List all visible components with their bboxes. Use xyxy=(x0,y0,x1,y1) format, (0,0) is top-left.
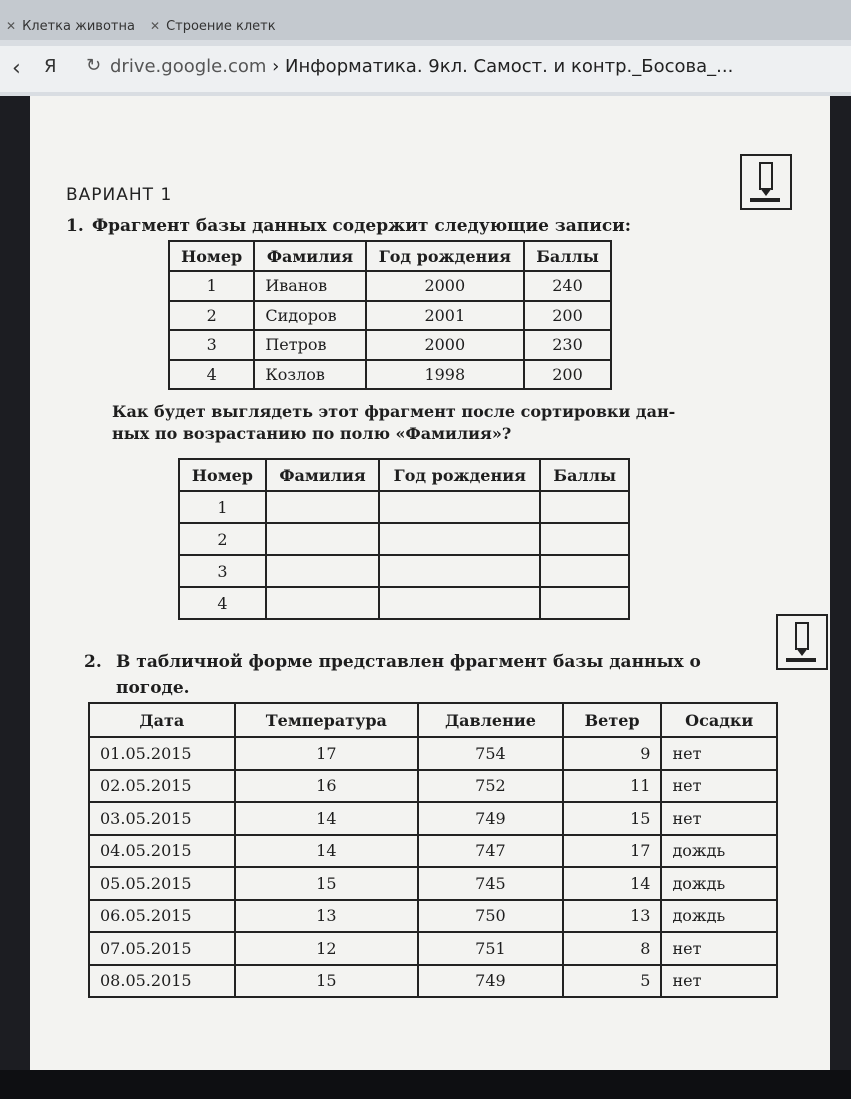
yandex-logo[interactable]: Я xyxy=(44,56,57,77)
table-cell: 11 xyxy=(563,770,662,803)
table-cell: 12 xyxy=(235,932,418,965)
task2-title-line1: В табличной форме представлен фрагмент базы данных о xyxy=(116,652,701,672)
table-cell: 02.05.2015 xyxy=(89,770,235,803)
table-row xyxy=(169,271,611,301)
pencil-icon xyxy=(776,614,828,670)
table-cell: 2001 xyxy=(366,301,524,331)
empty-cell[interactable] xyxy=(266,587,379,619)
table-cell: дождь xyxy=(661,900,777,933)
table-cell: 9 xyxy=(563,737,662,770)
table-row xyxy=(89,965,777,998)
table-row xyxy=(179,555,629,587)
table-cell: 06.05.2015 xyxy=(89,900,235,933)
tab-cell-animal[interactable] xyxy=(6,14,156,38)
task1-question-line1: Как будет выглядеть этот фрагмент после сортировки дан- xyxy=(112,402,676,421)
table-cell: 17 xyxy=(563,835,662,868)
table-row xyxy=(89,737,777,770)
table-row xyxy=(169,330,611,360)
table-header: Номер xyxy=(179,459,266,491)
table-cell: нет xyxy=(661,770,777,803)
browser-chrome xyxy=(0,0,851,96)
table-cell: 3 xyxy=(169,330,254,360)
table-header: Год рождения xyxy=(366,241,524,271)
empty-cell[interactable] xyxy=(540,523,629,555)
table-cell: 750 xyxy=(418,900,563,933)
table-header: Номер xyxy=(169,241,254,271)
table-cell: нет xyxy=(661,965,777,998)
table-cell: 03.05.2015 xyxy=(89,802,235,835)
tab-label: Клетка животна xyxy=(22,18,135,34)
empty-cell[interactable] xyxy=(379,587,540,619)
table-cell: дождь xyxy=(661,867,777,900)
table-cell: 8 xyxy=(563,932,662,965)
table-cell: 754 xyxy=(418,737,563,770)
table-cell: 17 xyxy=(235,737,418,770)
table-header: Фамилия xyxy=(254,241,365,271)
table-cell: 3 xyxy=(179,555,266,587)
bottom-bar xyxy=(0,1070,851,1099)
reload-icon[interactable]: ↻ xyxy=(86,55,102,76)
table-cell: 15 xyxy=(235,965,418,998)
table-header: Баллы xyxy=(540,459,629,491)
table-cell: 751 xyxy=(418,932,563,965)
table-row xyxy=(89,770,777,803)
table-cell: 14 xyxy=(563,867,662,900)
table-row xyxy=(89,932,777,965)
table-cell: 1 xyxy=(179,491,266,523)
task2-table xyxy=(88,702,778,998)
table-cell: 2000 xyxy=(366,330,524,360)
task2-number: 2. xyxy=(84,652,102,672)
table-cell: 13 xyxy=(563,900,662,933)
table-header: Дата xyxy=(89,703,235,737)
table-cell: нет xyxy=(661,802,777,835)
close-icon[interactable]: ✕ xyxy=(150,19,161,33)
table-cell: 2 xyxy=(179,523,266,555)
table-row xyxy=(89,867,777,900)
table-row xyxy=(179,523,629,555)
pencil-icon xyxy=(740,154,792,210)
table-cell: 200 xyxy=(524,301,611,331)
table-cell: 2000 xyxy=(366,271,524,301)
address-bar[interactable] xyxy=(0,46,851,92)
table-cell: нет xyxy=(661,932,777,965)
table-header: Год рождения xyxy=(379,459,540,491)
url-path: › Информатика. 9кл. Самост. и контр._Босова_... xyxy=(272,56,734,77)
table-cell: Иванов xyxy=(254,271,365,301)
table-cell: 240 xyxy=(524,271,611,301)
variant-title: ВАРИАНТ 1 xyxy=(66,185,173,205)
table-header: Давление xyxy=(418,703,563,737)
table-header: Фамилия xyxy=(266,459,379,491)
table-header: Осадки xyxy=(661,703,777,737)
tab-label: Строение клетк xyxy=(166,18,276,34)
table-cell: 752 xyxy=(418,770,563,803)
table-cell: 14 xyxy=(235,802,418,835)
empty-cell[interactable] xyxy=(266,491,379,523)
table-header: Ветер xyxy=(563,703,662,737)
table-cell: 5 xyxy=(563,965,662,998)
table-cell: 04.05.2015 xyxy=(89,835,235,868)
table-cell: 16 xyxy=(235,770,418,803)
table-row xyxy=(179,587,629,619)
task1-answer-table xyxy=(178,458,630,620)
chevron-left-icon[interactable]: ‹ xyxy=(12,56,21,81)
table-cell: 1 xyxy=(169,271,254,301)
close-icon[interactable]: ✕ xyxy=(6,19,17,33)
empty-cell[interactable] xyxy=(379,555,540,587)
url-text[interactable] xyxy=(110,56,733,77)
task1-question-line2: ных по возрастанию по полю «Фамилия»? xyxy=(112,424,512,443)
table-cell: 13 xyxy=(235,900,418,933)
table-cell: Козлов xyxy=(254,360,365,390)
table-cell: 200 xyxy=(524,360,611,390)
empty-cell[interactable] xyxy=(540,587,629,619)
table-header: Температура xyxy=(235,703,418,737)
task1-table xyxy=(168,240,612,390)
table-cell: Петров xyxy=(254,330,365,360)
table-cell: 01.05.2015 xyxy=(89,737,235,770)
empty-cell[interactable] xyxy=(266,523,379,555)
empty-cell[interactable] xyxy=(266,555,379,587)
task1-title: Фрагмент базы данных содержит следующие записи: xyxy=(92,216,632,236)
table-cell: 07.05.2015 xyxy=(89,932,235,965)
table-cell: 08.05.2015 xyxy=(89,965,235,998)
url-domain: drive.google.com xyxy=(110,56,267,77)
table-cell: 747 xyxy=(418,835,563,868)
table-row xyxy=(89,802,777,835)
table-cell: 15 xyxy=(235,867,418,900)
table-cell: 4 xyxy=(169,360,254,390)
table-cell: 1998 xyxy=(366,360,524,390)
table-cell: 749 xyxy=(418,965,563,998)
table-cell: 05.05.2015 xyxy=(89,867,235,900)
table-cell: 230 xyxy=(524,330,611,360)
table-row xyxy=(89,835,777,868)
table-row xyxy=(169,301,611,331)
table-cell: Сидоров xyxy=(254,301,365,331)
table-cell: 4 xyxy=(179,587,266,619)
table-cell: 749 xyxy=(418,802,563,835)
table-cell: 2 xyxy=(169,301,254,331)
table-row xyxy=(89,900,777,933)
table-cell: 15 xyxy=(563,802,662,835)
task1-number: 1. xyxy=(66,216,84,236)
empty-cell[interactable] xyxy=(379,523,540,555)
tab-bar xyxy=(0,0,851,40)
task2-title-line2: погоде. xyxy=(116,678,190,698)
table-header: Баллы xyxy=(524,241,611,271)
table-cell: 745 xyxy=(418,867,563,900)
table-cell: нет xyxy=(661,737,777,770)
tab-cell-structure[interactable] xyxy=(150,14,290,38)
empty-cell[interactable] xyxy=(379,491,540,523)
empty-cell[interactable] xyxy=(540,491,629,523)
table-cell: дождь xyxy=(661,835,777,868)
table-row xyxy=(179,491,629,523)
empty-cell[interactable] xyxy=(540,555,629,587)
table-cell: 14 xyxy=(235,835,418,868)
table-row xyxy=(169,360,611,390)
